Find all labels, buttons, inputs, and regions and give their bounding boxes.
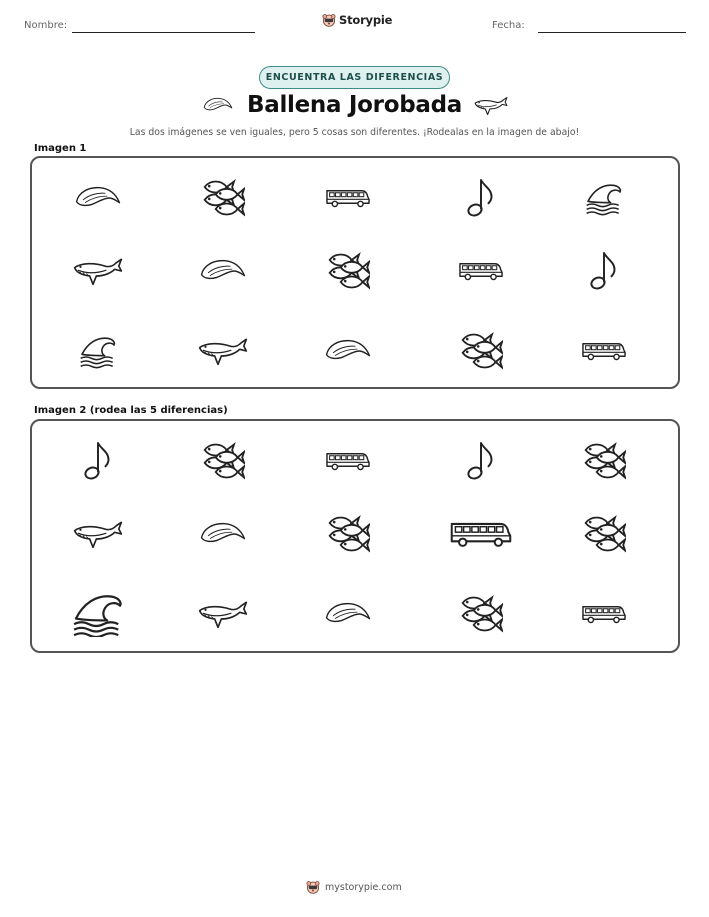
fin-icon[interactable] <box>199 520 247 548</box>
fish-school-icon[interactable] <box>201 439 245 483</box>
storypie-logo-icon <box>306 880 320 894</box>
school-bus-icon <box>325 187 371 209</box>
image-1-panel <box>30 156 680 389</box>
fish-school-icon <box>459 329 503 373</box>
fish-school-icon <box>326 249 370 293</box>
fish-school-icon[interactable] <box>582 439 626 483</box>
fish-school-icon[interactable] <box>582 512 626 556</box>
date-line <box>538 32 686 33</box>
whale-icon <box>198 336 248 366</box>
badge-text: ENCUENTRA LAS DIFERENCIAS <box>265 72 444 83</box>
wave-icon[interactable] <box>69 591 127 637</box>
instructions-text: Las dos imágenes se ven iguales, pero 5 cosas son diferentes. ¡Rodealas en la imagen de abajo! <box>129 127 580 138</box>
school-bus-icon <box>581 340 627 362</box>
footer <box>306 880 402 894</box>
whale-decoration-icon <box>474 95 508 116</box>
fish-school-icon <box>201 176 245 220</box>
fish-school-icon[interactable] <box>459 592 503 636</box>
wave-icon <box>78 333 118 369</box>
wave-icon <box>584 180 624 216</box>
music-note-icon[interactable] <box>83 438 113 484</box>
music-note-icon[interactable] <box>466 438 496 484</box>
fin-icon[interactable] <box>324 600 372 628</box>
whale-icon[interactable] <box>198 599 248 629</box>
school-bus-icon[interactable] <box>581 603 627 625</box>
fin-icon <box>199 257 247 285</box>
brand-name: Storypie <box>339 13 393 27</box>
activity-badge <box>259 66 450 89</box>
image-2-panel[interactable] <box>30 419 680 653</box>
whale-icon <box>73 256 123 286</box>
panel-2-label: Imagen 2 (rodea las 5 diferencias) <box>34 405 228 416</box>
school-bus-icon <box>458 260 504 282</box>
music-note-icon <box>466 175 496 221</box>
whale-icon[interactable] <box>73 519 123 549</box>
brand-logo <box>322 13 392 27</box>
storypie-logo-icon <box>322 13 336 27</box>
school-bus-icon[interactable] <box>449 518 513 550</box>
name-line <box>72 32 255 33</box>
footer-url: mystorypie.com <box>325 881 402 893</box>
music-note-icon <box>589 248 619 294</box>
name-label: Nombre: <box>24 20 68 31</box>
school-bus-icon[interactable] <box>325 450 371 472</box>
page-title: Ballena Jorobada <box>247 92 462 118</box>
date-label: Fecha: <box>492 20 525 31</box>
panel-1-label: Imagen 1 <box>34 143 87 154</box>
fish-school-icon[interactable] <box>326 512 370 556</box>
fin-icon <box>74 184 122 212</box>
fin-icon <box>324 337 372 365</box>
